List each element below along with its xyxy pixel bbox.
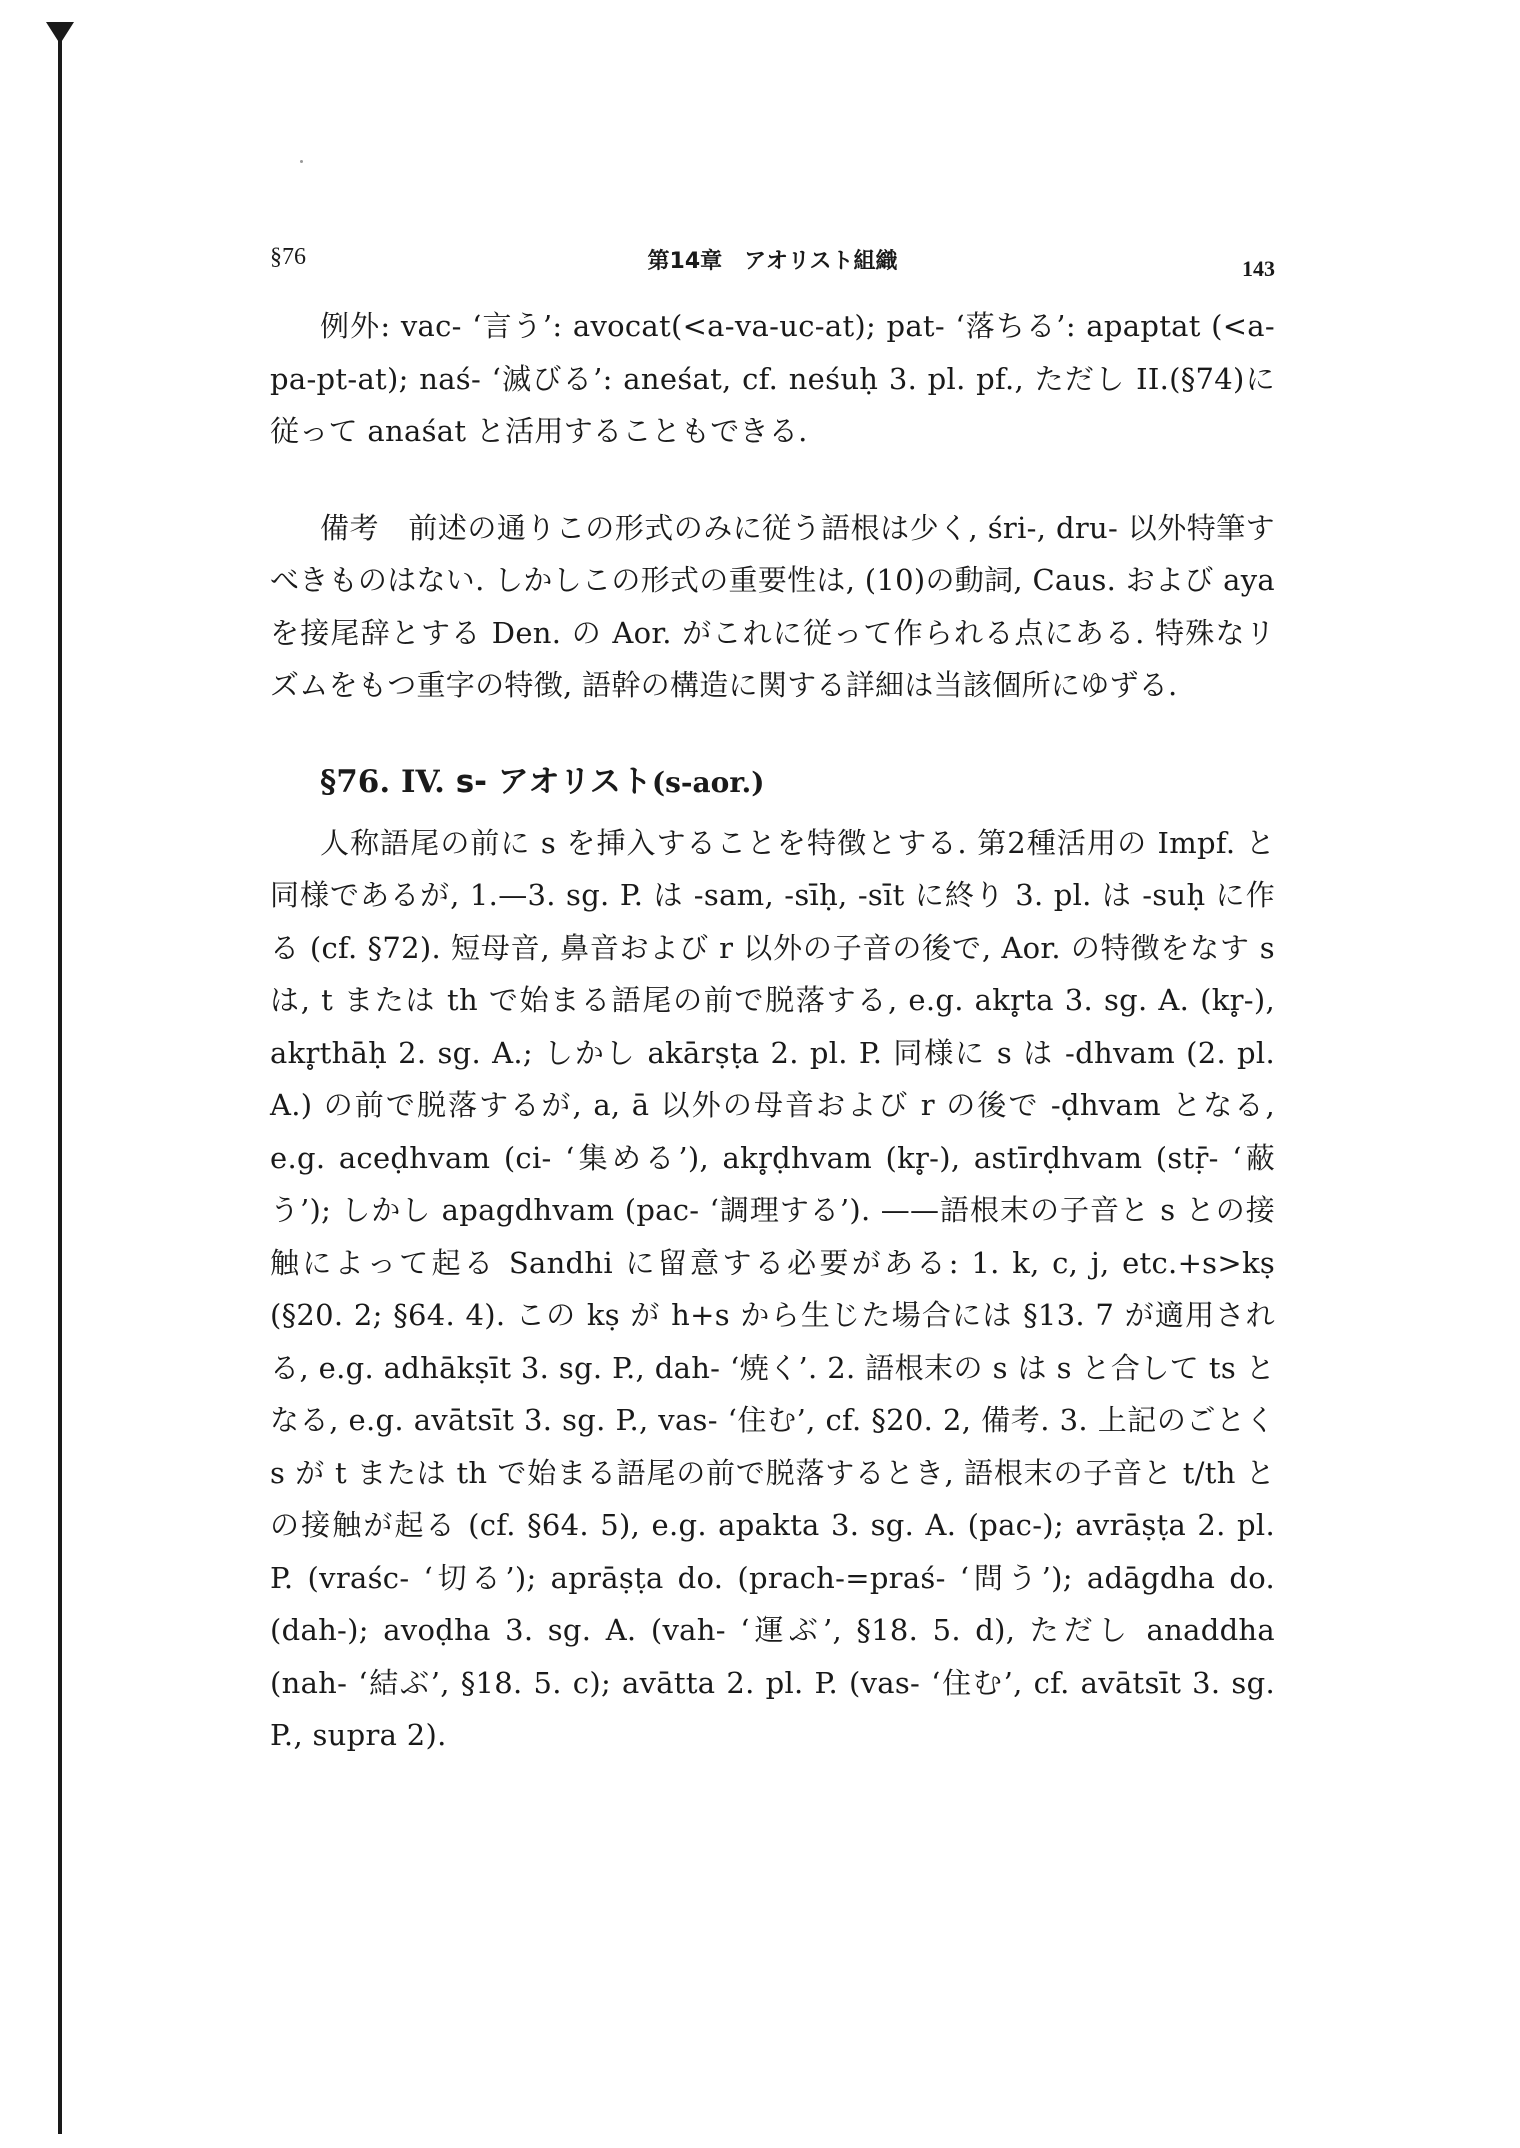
exception-paragraph: 例外: vac- ‘言う’: avocat(<a-va-uc-at); pat- ‘落ちる’: apaptat (<a-pa-pt-at); naś- ‘滅びる’: aneśat, cf. neśuḥ 3. pl. pf., ただし II.(§74)に従って anaśat と活用することもできる. <box>270 309 1275 448</box>
header-section-number: §76 <box>270 244 306 270</box>
page-number: 143 <box>1242 256 1275 281</box>
section-abbreviation: (s-aor.) <box>651 765 765 799</box>
scan-speck <box>300 160 303 163</box>
running-header <box>270 244 1275 284</box>
binding-rule <box>58 24 62 2134</box>
header-chapter-title: 第14章 アオリスト組織 <box>647 249 898 274</box>
remark-paragraph: 備考 前述の通りこの形式のみに従う語根は少く, śri-, dru- 以外特筆すべきものはない. しかしこの形式の重要性は, (10)の動詞, Caus. および aya を接尾辞とする Den. の Aor. がこれに従って作られる点にある. 特殊なリズムをもつ重字の特徴, 語幹の構造に関する詳細は当該個所にゆずる. <box>270 510 1275 702</box>
s-aorist-paragraph: 人称語尾の前に s を挿入することを特徴とする. 第2種活用の Impf. と同様であるが, 1.—3. sg. P. は -sam, -sīḥ, -sīt に終り 3. pl. は -suḥ に作る (cf. §72). 短母音, 鼻音および r 以外の子音の後で, Aor. の特徴をなす s は, t または th で始まる語尾の前で脱落する, e.g. akr̥ta 3. sg. A. (kr̥-), akr̥thāḥ 2. sg. A.; しかし akārṣṭa 2. pl. P. 同様に s は -dhvam (2. pl. A.) の前で脱落するが, a, ā 以外の母音および r の後で -ḍhvam となる, e.g. aceḍhvam (ci- ‘集める’), akr̥ḍhvam (kr̥-), astīrḍhvam (stṝ- ‘蔽う’); しかし apagdhvam (pac- ‘調理する’). ——語根末の子音と s との接触によって起る Sandhi に留意する必要がある: 1. k, c, j, etc.+s>kṣ (§20. 2; §64. 4). この kṣ が h+s から生じた場合には §13. 7 が適用される, e.g. adhākṣīt 3. sg. P., dah- ‘焼く’. 2. 語根末の s は s と合して ts となる, e.g. avātsīt 3. sg. P., vas- ‘住む’, cf. §20. 2, 備考. 3. 上記のごとく s が t または th で始まる語尾の前で脱落するとき, 語根末の子音と t/th との接触が起る (cf. §64. 5), e.g. apakta 3. sg. A. (pac-); avrāṣṭa 2. pl. P. (vraśc- ‘切る’); aprāṣṭa do. (prach-=praś- ‘問う’); adāgdha do. (dah-); avoḍha 3. sg. A. (vah- ‘運ぶ’, §18. 5. d), ただし anaddha (nah- ‘結ぶ’, §18. 5. c); avātta 2. pl. P. (vas- ‘住む’, cf. avātsīt 3. sg. P., supra 2). <box>270 825 1275 1752</box>
section-number: §76. <box>320 763 391 800</box>
section-roman: IV. <box>400 763 445 800</box>
page-body <box>270 300 1275 1762</box>
section-title: s- アオリスト <box>455 763 652 800</box>
section-heading <box>320 756 1275 809</box>
